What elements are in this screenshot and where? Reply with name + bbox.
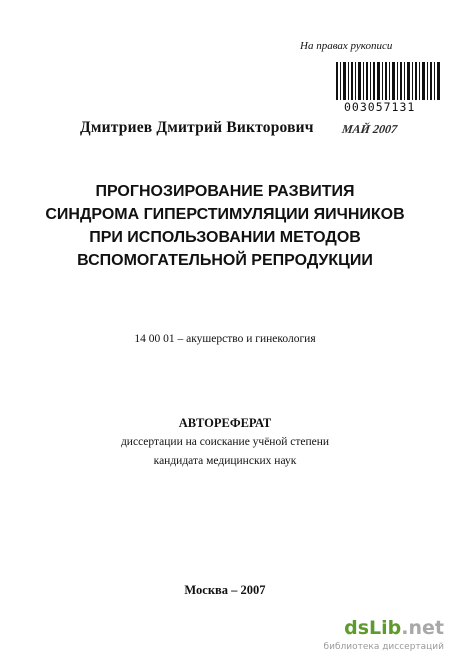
logo-part-net: .net <box>401 617 444 639</box>
rights-notice: На правах рукописи <box>300 40 393 52</box>
barcode <box>336 62 440 100</box>
dissertation-title <box>0 180 450 272</box>
dslib-watermark-logo <box>323 617 444 657</box>
document-type: АВТОРЕФЕРАТ <box>178 416 272 430</box>
city-year: Москва – 2007 <box>184 583 266 597</box>
logo-part-ds: ds <box>344 617 370 639</box>
title-line: ПРИ ИСПОЛЬЗОВАНИИ МЕТОДОВ <box>89 229 361 246</box>
logo-part-lib: Lib <box>369 617 402 639</box>
author-name: Дмитриев Дмитрий Викторович <box>80 119 314 136</box>
degree-line: кандидата медицинских наук <box>153 455 297 467</box>
title-line: СИНДРОМА ГИПЕРСТИМУЛЯЦИИ ЯИЧНИКОВ <box>45 206 405 223</box>
title-line: ПРОГНОЗИРОВАНИЕ РАЗВИТИЯ <box>95 183 355 200</box>
degree-line: диссертации на соискание учёной степени <box>120 436 330 448</box>
date-stamp: МАЙ 2007 <box>341 122 399 136</box>
title-line: ВСПОМОГАТЕЛЬНОЙ РЕПРОДУКЦИИ <box>77 252 373 269</box>
degree-description <box>0 433 450 471</box>
specialty-code: 14 00 01 – акушерство и гинекология <box>134 333 316 345</box>
logo-tagline: библиотека диссертаций <box>323 642 444 652</box>
barcode-number: 003057131 <box>344 100 416 114</box>
logo-wordmark <box>344 617 444 639</box>
